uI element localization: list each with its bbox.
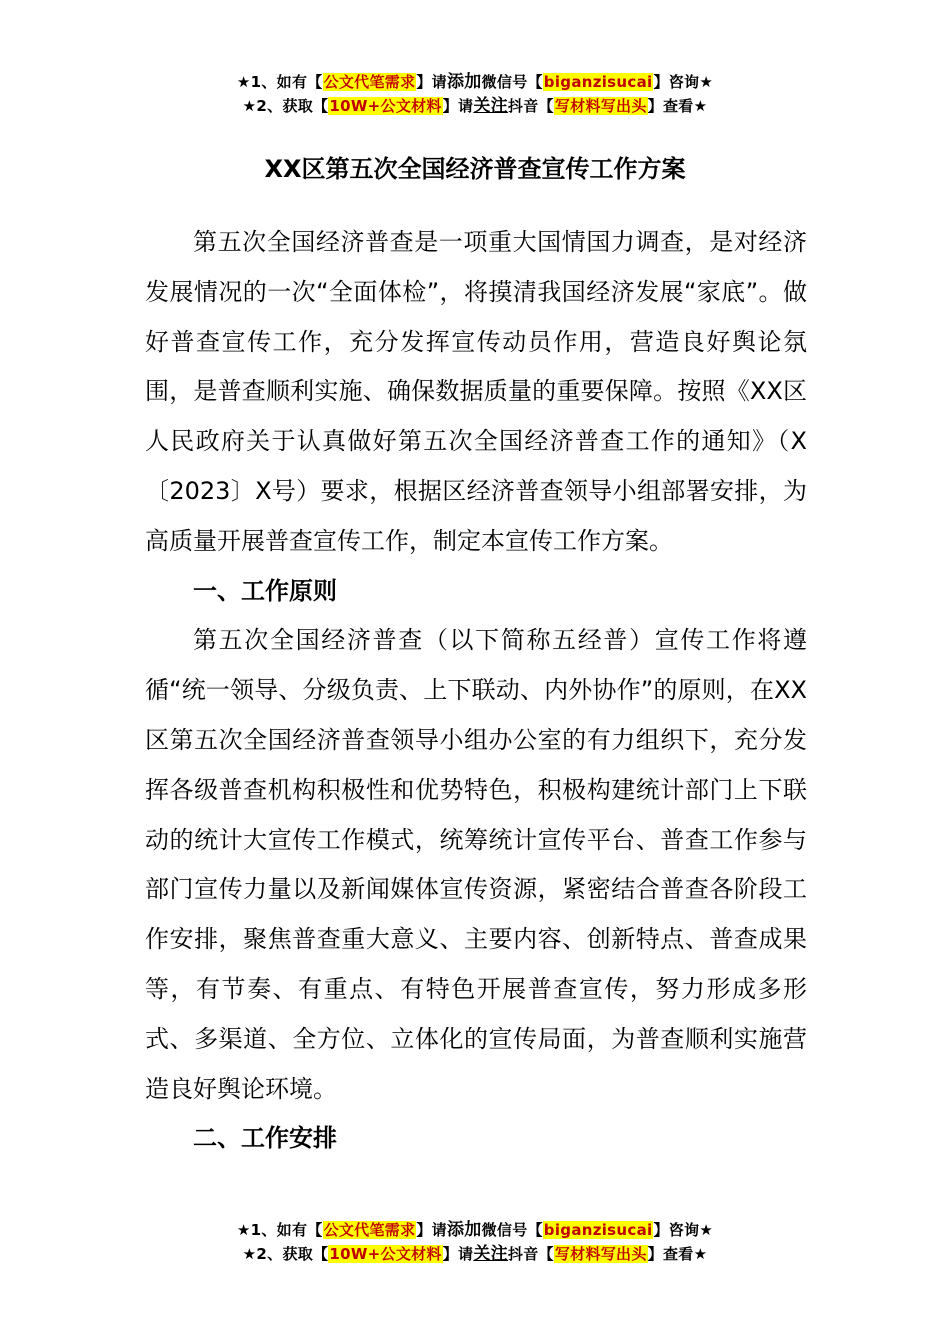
banner-text: 】查看★ [647,1245,708,1263]
banner-text: 】请 [442,1245,474,1263]
banner-text: ★2、获取【 [242,97,329,115]
banner-wechat-id: biganzisucai [543,73,653,91]
banner-text: 】请 [416,73,447,91]
banner-text: 】咨询★ [653,73,714,91]
top-banner [0,70,950,118]
banner-douyin-id: 写材料写出头 [554,1245,647,1263]
banner-highlight: 公文代笔需求 [323,1221,416,1239]
banner-text: 】咨询★ [653,1221,714,1239]
banner-text: 抖音【 [507,97,554,115]
banner-emphasis: 添加 [446,1220,482,1240]
banner-line-1 [0,1218,950,1242]
banner-text: ★1、如有【 [236,1221,323,1239]
banner-text: 抖音【 [507,1245,554,1263]
intro-paragraph: 第五次全国经济普查是一项重大国情国力调查，是对经济发展情况的一次“全面体检”，将摸清我国经济发展“家底”。做好普查宣传工作，充分发挥宣传动员作用，营造良好舆论氛围，是普查顺利实施、确保数据质量的重要保障。按照《XX区人民政府关于认真做好第五次全国经济普查工作的通知》（X〔2023〕X号）要求，根据区经济普查领导小组部署安排，为高质量开展普查宣传工作，制定本宣传工作方案。 [145,228,807,555]
section-heading-principles: 一、工作原则 [193,576,337,605]
document-body [145,218,807,1164]
banner-emphasis: 添加 [446,72,482,92]
banner-text: 】查看★ [647,97,708,115]
principles-paragraph: 第五次全国经济普查（以下简称五经普）宣传工作将遵循“统一领导、分级负责、上下联动、内外协作”的原则，在XX区第五次全国经济普查领导小组办公室的有力组织下，充分发挥各级普查机构积极性和优势特色，积极构建统计部门上下联动的统计大宣传工作模式，统筹统计宣传平台、普查工作参与部门宣传力量以及新闻媒体宣传资源，紧密结合普查各阶段工作安排，聚焦普查重大意义、主要内容、创新特点、普查成果等，有节奏、有重点、有特色开展普查宣传，努力形成多形式、多渠道、全方位、立体化的宣传局面，为普查顺利实施营造良好舆论环境。 [145,626,807,1103]
banner-line-2 [0,1242,950,1266]
document-title: XX区第五次全国经济普查宣传工作方案 [264,155,686,183]
banner-highlight: 公文代笔需求 [323,73,416,91]
banner-highlight: 10W+公文材料 [329,97,442,115]
banner-text: 微信号【 [481,73,543,91]
banner-text: 】请 [442,97,474,115]
banner-text: ★2、获取【 [242,1245,329,1263]
bottom-banner [0,1218,950,1266]
banner-emphasis: 关注 [473,96,508,116]
banner-text: ★1、如有【 [236,73,323,91]
banner-text: 】请 [416,1221,447,1239]
section-heading-arrangements: 二、工作安排 [193,1124,337,1153]
banner-line-2 [0,94,950,118]
banner-text: 微信号【 [481,1221,543,1239]
banner-line-1 [0,70,950,94]
banner-wechat-id: biganzisucai [543,1221,653,1239]
banner-douyin-id: 写材料写出头 [554,97,647,115]
banner-emphasis: 关注 [473,1244,508,1264]
banner-highlight: 10W+公文材料 [329,1245,442,1263]
